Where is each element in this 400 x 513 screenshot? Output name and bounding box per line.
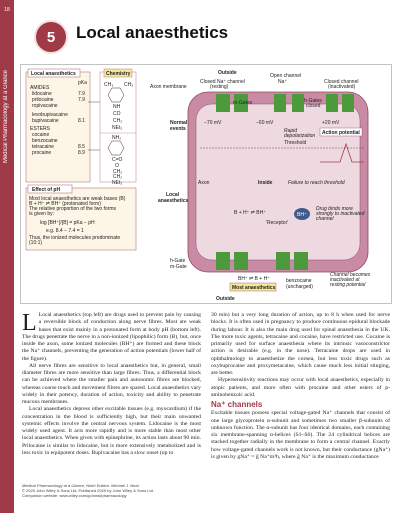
chapter-title: Local anaesthetics bbox=[76, 23, 229, 42]
la-box-title: Local anaesthetics bbox=[31, 71, 76, 77]
chem-net2-bottom: NEt₂ bbox=[112, 180, 123, 186]
drug-binds-3: channel bbox=[316, 216, 334, 222]
drug-ropivacaine: ropivacaine bbox=[32, 103, 58, 109]
outside-bottom-label: Outside bbox=[216, 296, 235, 302]
depolarization-label: depolarization bbox=[284, 133, 316, 139]
paragraph-intro-text: Local anaesthetics (top left) are drugs used to prevent pain by causing a reversible block of conduction along nerve fibres. Most are weak bases that exist mainly in a protonated form at body pH (bottom left). The drugs penetrate the nerve in a non-ionized (lipophilic) form (B), but, once inside the axon, some ionized molecules (BH⁺) are formed and these block the Na⁺ channels, preventing the generation of action potentials (lower half of the figure). bbox=[22, 312, 201, 362]
drug-levobupivacaine: levobupivacaine bbox=[32, 112, 68, 118]
h-gates-closed-label2: closed bbox=[306, 103, 321, 109]
closed-channel-inactivated bbox=[326, 94, 338, 112]
bh-bottom-equilibrium: BH⁺ ⇌ B + H⁺ bbox=[238, 276, 270, 282]
drug-bupivacaine: bupivacaine bbox=[32, 118, 59, 124]
pka-lidocaine: 7.9 bbox=[78, 91, 85, 97]
blocked-channel bbox=[216, 252, 230, 270]
ph-equation: log [BH⁺]/[B] = pKa − pH bbox=[40, 220, 95, 226]
chem-ch3-left: CH₃ bbox=[104, 82, 114, 88]
closed-channel-label: Closed channel bbox=[324, 79, 359, 85]
page-number: 18 bbox=[4, 7, 10, 13]
inside-label: Inside bbox=[258, 180, 273, 186]
ph-line4: is given by: bbox=[29, 211, 55, 217]
drug-binds-2: strongly to inactivated bbox=[316, 211, 365, 217]
pka-prilocaine: 7.9 bbox=[78, 97, 85, 103]
sidebar-strip bbox=[0, 0, 14, 513]
anaesthetics-label: anaesthetics bbox=[158, 198, 189, 204]
inactivated-label: (inactivated) bbox=[328, 84, 356, 90]
receptor-label: 'Receptor' bbox=[266, 220, 289, 226]
action-potential-label: Action potential bbox=[322, 130, 360, 136]
benzocaine-label: benzocaine bbox=[286, 278, 312, 284]
h-gate-label: h-Gate bbox=[170, 258, 186, 264]
effect-of-ph-title: Effect of pH bbox=[32, 187, 61, 193]
paragraph-hypersensitivity: Hypersensitivity reactions may occur with local anaesthetics, especially in atopic patients, and more often with procaine and other esters of p-aminobenzoic acid. bbox=[211, 377, 390, 398]
drug-procaine: procaine bbox=[32, 150, 52, 156]
ph-line3: The relative proportion of the two forms bbox=[29, 206, 116, 212]
channel-becomes-1: Channel becomes bbox=[330, 272, 371, 278]
ph-line2: B + H⁺ ⇌ BH⁺ (protonated form) bbox=[29, 201, 101, 207]
ph-example: e.g. 8.4 − 7.4 = 1 bbox=[46, 228, 84, 234]
closed-channel-resting bbox=[216, 94, 230, 112]
m-gates-label: m-Gates bbox=[233, 100, 253, 106]
open-channel-label: Open channel bbox=[270, 73, 302, 79]
footer bbox=[22, 483, 382, 498]
mv-plus20: +20 mV bbox=[322, 120, 340, 126]
chem-ch2: CH₂ bbox=[113, 118, 123, 124]
uncharged-label: (uncharged) bbox=[286, 284, 313, 290]
paragraph-na-channels: Excitable tissues possess special voltage-gated Na⁺ channels that consist of one large glycoprotein α-subunit and sometimes two smaller β-subunits of unknown function. The α-subunit has four identical domains, each containing six membrane-spanning α-helices (S1–S6). The 24 cylindrical helices are stacked together radially in the membrane to form a central channel. Exactly how voltage-gated channels work is not known, but their conductance (gNa⁺) is given by gNa⁺ = ḡ Na⁺m³h, where ḡ Na⁺ is the maximum conductance bbox=[211, 410, 390, 460]
resting-label: (resting) bbox=[210, 84, 229, 90]
pka-bupivacaine: 8.1 bbox=[78, 118, 85, 124]
most-anaesthetics-label: Most anaesthetics bbox=[232, 285, 276, 291]
footer-line3: Companion website: www.wiley.com/go/neal/pharmacology bbox=[22, 493, 127, 498]
paragraph-bupivacaine: 30 min) but a very long duration of action, up to 8 h when used for nerve blocks. It is often used in pregnancy to produce continuous epidural blockade during labour. It is also the main drug used for spinal anaesthesia in the UK. The more toxic agents, tetracaine and cocaine, have restricted use. Cocaine is primarily used for surface anaesthesia where its intrinsic vasoconstrictor action is desirable (e.g. in the nose). Tetracaine drops are used in ophthalmology to anaesthetize the cornea, but less toxic drugs such as oxybuprocaine and proxymetacaine, which cause much less initial stinging, are better. bbox=[211, 312, 390, 376]
ph-conclusion1: Thus, the ionized molecules predominate bbox=[29, 235, 121, 241]
section-heading-na-channels: Na⁺ channels bbox=[211, 400, 263, 409]
chem-o: O bbox=[115, 163, 119, 169]
chem-ch2-a: CH₂ bbox=[113, 169, 123, 175]
chem-ch2-b: CH₂ bbox=[113, 174, 123, 180]
drop-cap: L bbox=[22, 310, 37, 336]
channel-becomes-3: resting potential bbox=[330, 282, 366, 288]
drug-benzocaine: benzocaine bbox=[32, 138, 58, 144]
drug-prilocaine: prilocaine bbox=[32, 97, 54, 103]
running-head: Medical Pharmacology at a Glance bbox=[3, 70, 9, 164]
ph-conclusion2: (10:1) bbox=[29, 240, 43, 246]
axon-membrane-label: Axon membrane bbox=[150, 84, 187, 90]
closed-na-channel-label: Closed Na⁺ channel bbox=[200, 79, 245, 85]
pka-procaine: 8.9 bbox=[78, 150, 85, 156]
ph-line1: Most local anaesthetics are weak bases (B) bbox=[29, 196, 126, 202]
m-gate-label: m-Gate bbox=[170, 264, 187, 270]
paragraph-intro bbox=[22, 312, 201, 363]
rapid-label: Rapid bbox=[284, 128, 298, 134]
chem-nh: NH bbox=[113, 104, 121, 110]
threshold-label: Threshold bbox=[284, 140, 307, 146]
paragraph-fibres: All nerve fibres are sensitive to local anaesthetics but, in general, small diameter fibres are more sensitive than large fibres. Thus, a differential block can be achieved where the smaller pain and autonomic fibres are blocked, whereas coarse touch and movement fibres are spared. Local anaesthetics vary widely in their potency, duration of action, toxicity and ability to penetrate mucous membranes. bbox=[22, 362, 201, 405]
footer-line2: © 2020 John Wiley & Sons Ltd. Published 2020 by John Wiley & Sons Ltd. bbox=[22, 488, 154, 493]
normal-events-label2: events bbox=[170, 126, 186, 132]
local-anaesthetics-box bbox=[26, 69, 100, 182]
text-column-right bbox=[211, 312, 390, 461]
chem-nh2: NH₂ bbox=[112, 135, 122, 141]
footer-line1: Medical Pharmacology at a Glance, Ninth Edition. Michael J. Neal. bbox=[22, 483, 140, 488]
bh-plus-label: BH⁺ bbox=[297, 212, 307, 218]
drug-lidocaine: lidocaine bbox=[32, 91, 52, 97]
axon-label: Axon bbox=[198, 180, 210, 186]
chem-net2-top: NEt₂ bbox=[112, 125, 123, 131]
chapter-number-badge: 5 bbox=[34, 20, 68, 54]
pka-header: pKa bbox=[78, 80, 87, 86]
pka-tetracaine: 8.5 bbox=[78, 144, 85, 150]
figure bbox=[20, 64, 392, 304]
channel-becomes-2: inactivated at bbox=[330, 277, 360, 283]
paragraph-toxicity: Local anaesthetics depress other excitable tissues (e.g. myocardium) if the concentration in the blood is sufficiently high, but their main unwanted systemic effects involve the central nervous system. Lidocaine is the most widely used agent. It acts more rapidly and is more stable than most other local anaesthetics. When given with epinephrine, its action lasts about 90 min. Prilocaine is similar to lidocaine, but is more extensively metabolized and is less toxic in equipotent doses. Bupivacaine has a slow onset (up to bbox=[22, 406, 201, 456]
open-channel bbox=[274, 94, 286, 112]
chemistry-title: Chemistry bbox=[106, 71, 131, 77]
text-column-left bbox=[22, 312, 201, 461]
normal-events-label: Normal bbox=[170, 120, 188, 126]
esters-label: ESTERS bbox=[30, 126, 51, 132]
h-gates-closed-label: h-Gates bbox=[304, 98, 322, 104]
effect-of-ph-box bbox=[26, 185, 136, 250]
chem-co-ester: C=O bbox=[112, 157, 123, 163]
mv-minus60: −60 mV bbox=[256, 120, 274, 126]
b-h-equilibrium: B + H⁺ ⇌ BH⁺ bbox=[234, 210, 266, 216]
drug-tetracaine: tetracaine bbox=[32, 144, 54, 150]
body-text bbox=[22, 312, 390, 461]
drug-cocaine: cocaine bbox=[32, 132, 50, 138]
failure-label: Failure to reach threshold bbox=[288, 180, 345, 186]
drug-binds-1: Drug binds more bbox=[316, 206, 353, 212]
amides-label: AMIDES bbox=[30, 85, 50, 91]
na-plus-label: Na⁺ bbox=[278, 79, 288, 85]
local-label: Local bbox=[166, 192, 180, 198]
chem-co: CO bbox=[113, 111, 121, 117]
benzocaine-channel bbox=[276, 252, 290, 270]
chemistry-box bbox=[100, 69, 136, 186]
mv-minus70: −70 mV bbox=[204, 120, 222, 126]
chem-ch3-right: CH₃ bbox=[124, 82, 134, 88]
outside-top-label: Outside bbox=[218, 70, 237, 76]
